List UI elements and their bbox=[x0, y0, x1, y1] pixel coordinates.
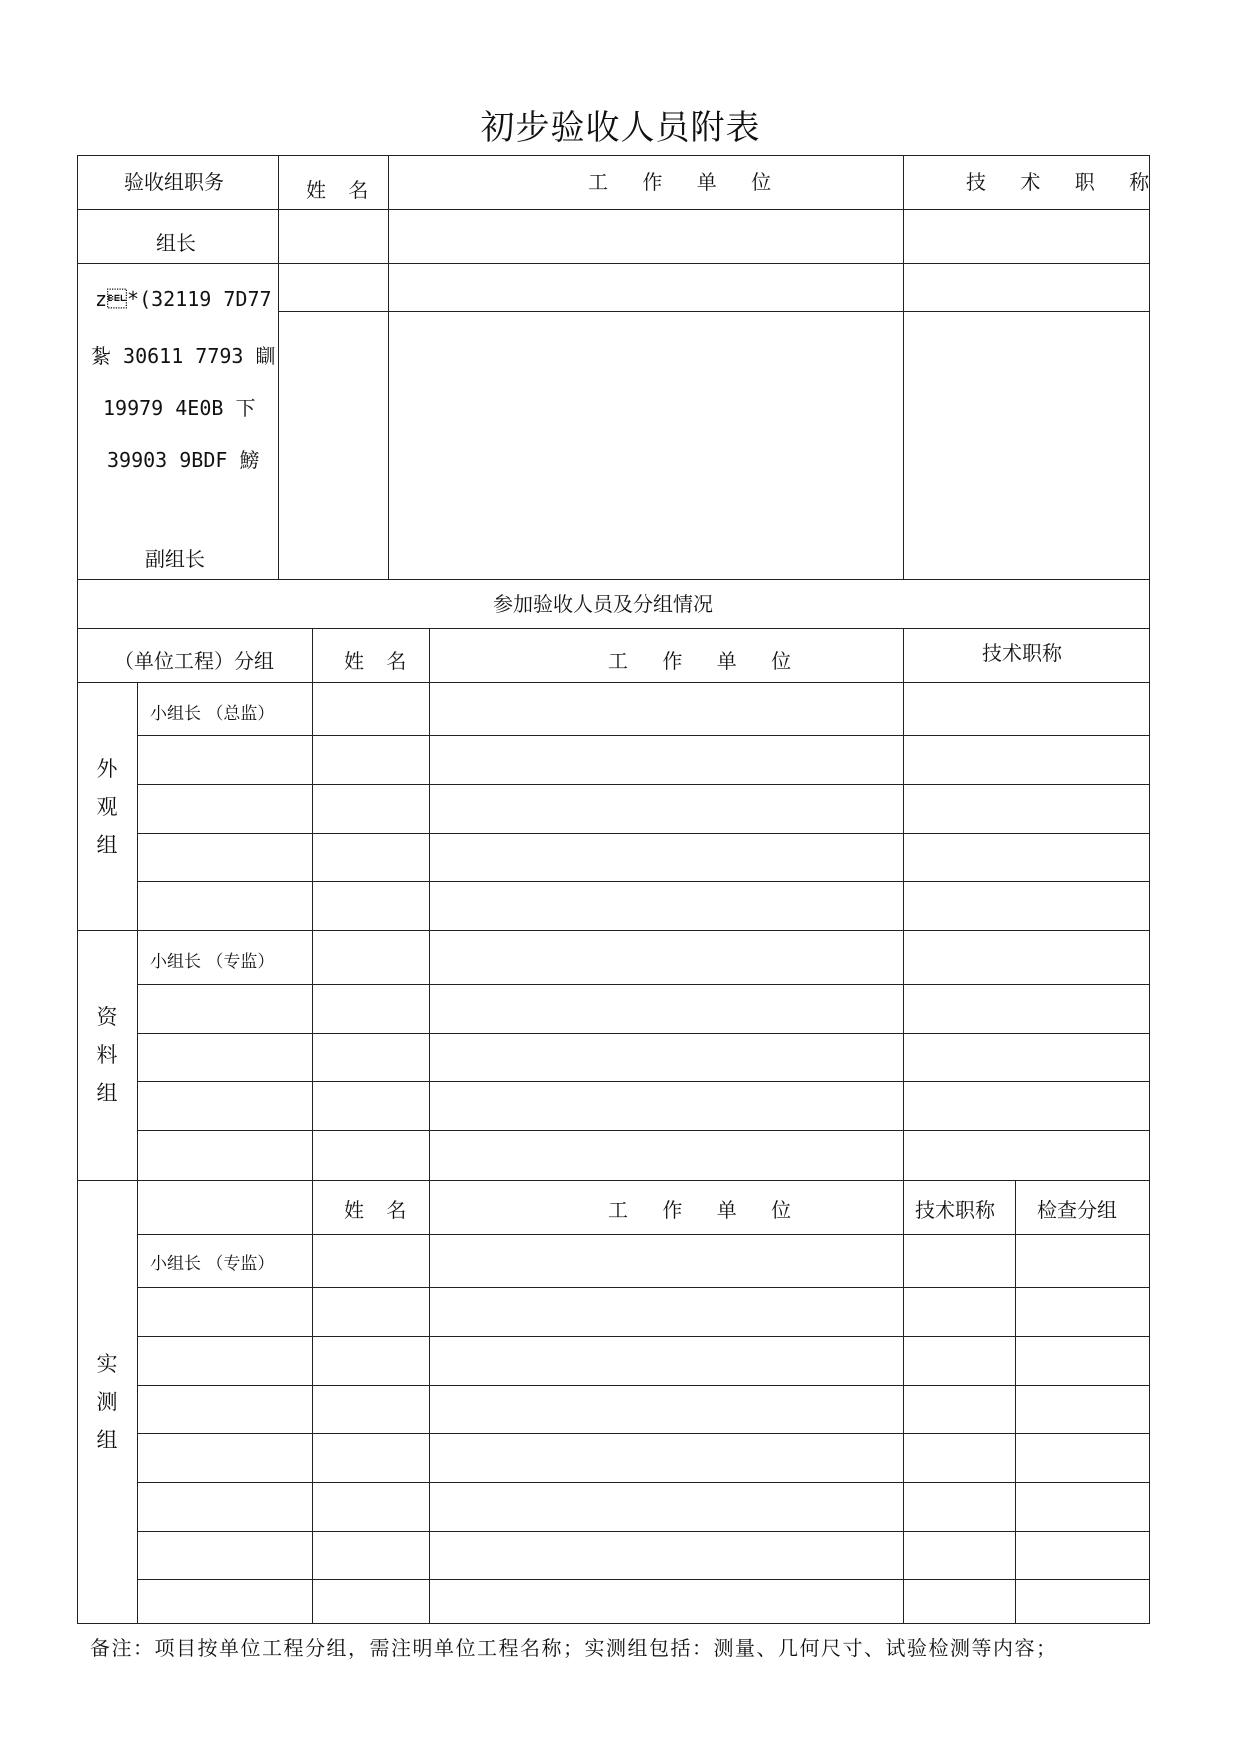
appearance-leader-label: 小组长 （总监） bbox=[150, 704, 275, 724]
table-border-right bbox=[1149, 155, 1150, 1623]
group-header-name: 姓 名 bbox=[344, 649, 415, 673]
participants-heading: 参加验收人员及分组情况 bbox=[493, 592, 713, 616]
leader-label: 组长 bbox=[156, 231, 196, 255]
footnote: 备注：项目按单位工程分组，需注明单位工程名称；实测组包括：测量、几何尺寸、试验检测等内容； bbox=[90, 1636, 1058, 1660]
garbled-line-1: z*(32119 7D77 bbox=[95, 287, 272, 311]
table-border-top bbox=[77, 155, 1150, 156]
page-title: 初步验收人员附表 bbox=[480, 108, 761, 148]
deputy-label: 副组长 bbox=[145, 547, 205, 571]
header-title: 技 术 职 称 bbox=[966, 170, 1164, 194]
group-header-title: 技术职称 bbox=[982, 641, 1062, 665]
garbled-line-2: 紮 30611 7793 瞓 bbox=[91, 344, 276, 368]
header-name: 姓 名 bbox=[306, 178, 377, 202]
measure-header-unit: 工 作 单 位 bbox=[608, 1198, 806, 1222]
table-border-bottom bbox=[77, 1623, 1150, 1624]
measure-header-title: 技术职称 bbox=[915, 1198, 995, 1222]
measurement-leader-label: 小组长 （专监） bbox=[150, 1254, 275, 1274]
table-border-left bbox=[77, 155, 78, 1623]
garbled-line-3: 19979 4E0B 下 bbox=[103, 396, 256, 420]
documents-leader-label: 小组长 （专监） bbox=[150, 952, 275, 972]
group-header-group: （单位工程）分组 bbox=[114, 649, 274, 673]
group-header-unit: 工 作 单 位 bbox=[608, 649, 806, 673]
garbled-line-4: 39903 9BDF 鰟 bbox=[107, 448, 260, 472]
measure-header-check-group: 检查分组 bbox=[1037, 1198, 1117, 1222]
measure-header-name: 姓 名 bbox=[344, 1198, 415, 1222]
header-unit: 工 作 单 位 bbox=[588, 170, 786, 194]
header-role: 验收组职务 bbox=[124, 170, 224, 194]
